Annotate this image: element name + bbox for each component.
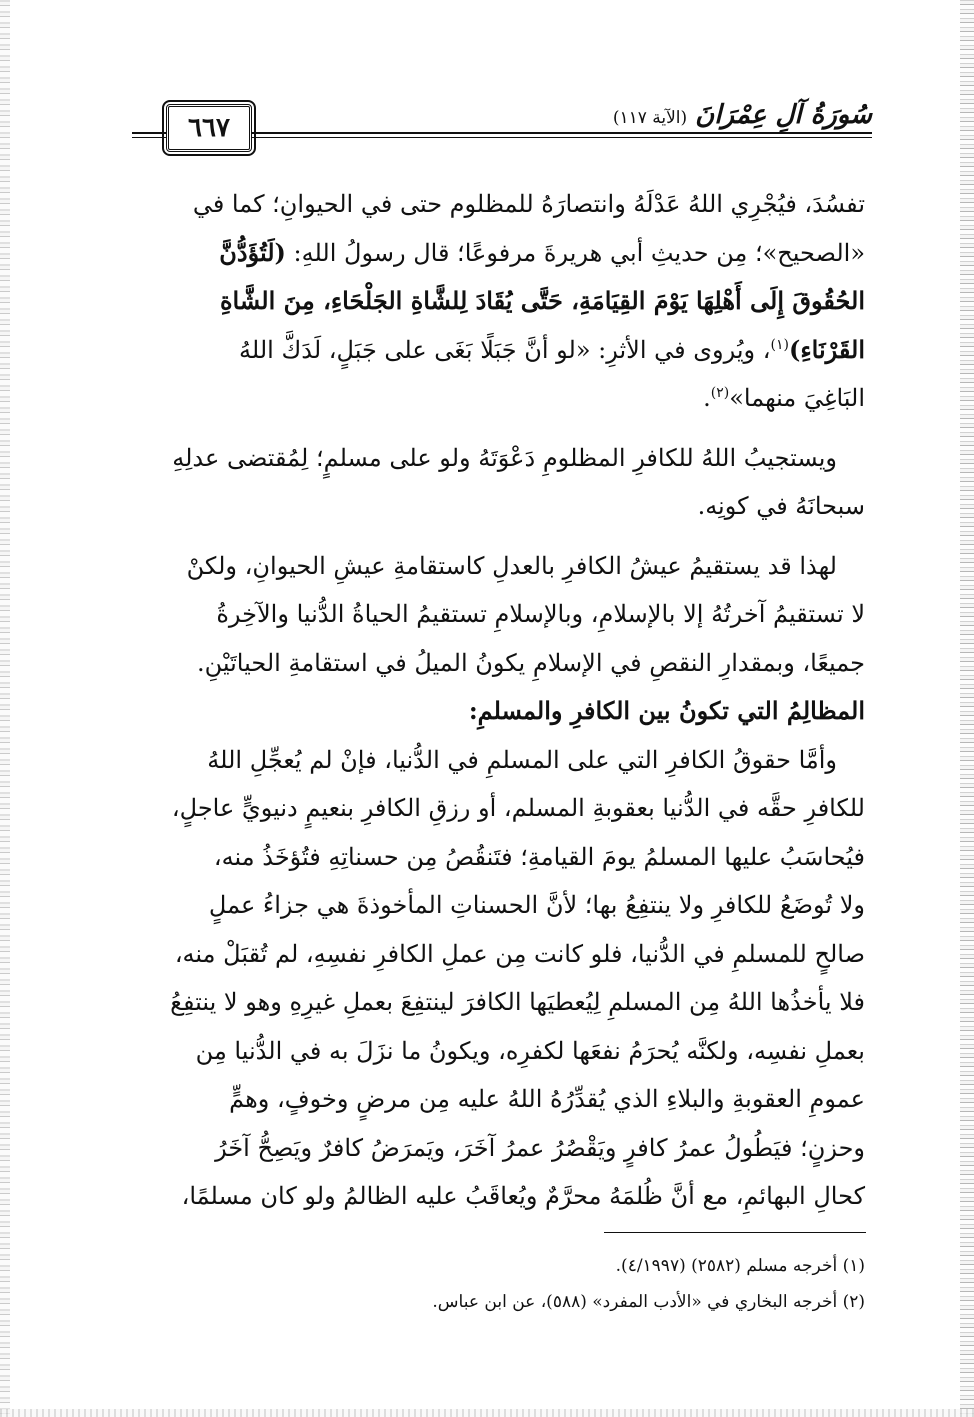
hadith-text-line: الحُقُوقَ إِلَى أَهْلِهَا يَوْمَ القِيَامَةِ، حَتَّى يُقَادَ لِلشَّاةِ الجَلْحَاءِ، مِنَ الشَّاةِ xyxy=(219,286,865,315)
footnotes xyxy=(120,1248,865,1320)
footnote-ref: (٢) xyxy=(710,385,730,401)
text-line: عمومِ العقوبةِ والبلاءِ الذي يُقدِّرُهُ اللهُ عليه مِن مرضٍ وخوفٍ، وهمٍّ xyxy=(229,1085,865,1113)
text-line: جميعًا، وبمقدارِ النقصِ في الإسلامِ يكونُ الميلُ في استقامةِ الحياتَيْنِ. xyxy=(196,648,865,677)
text-line: لهذا قد يستقيمُ عيشُ الكافرِ بالعدلِ كاستقامةِ عيشِ الحيوانِ، ولكنْ xyxy=(186,551,837,580)
text-line: كحالِ البهائمِ، مع أنَّ ظُلمَهُ محرَّمٌ ويُعاقَبُ عليه الظالمُ ولو كان مسلمًا، xyxy=(181,1182,865,1210)
running-title xyxy=(605,100,872,130)
scan-edge-right xyxy=(960,0,974,1417)
page-number: ٦٦٧ xyxy=(188,113,230,143)
text-line: فيُحاسَبُ عليها المسلمُ يومَ القيامةِ؛ فتَنقُصُ مِن حسناتِهِ فتُؤخَذُ منه، xyxy=(213,842,865,871)
page-number-box xyxy=(166,104,252,152)
main-text xyxy=(120,180,865,1221)
page-header xyxy=(132,96,872,154)
footnote-ref: (١) xyxy=(770,336,789,353)
text-line: البَاغِيَ منهما»$^{(٢)}$. xyxy=(703,384,865,412)
text-line: ولا تُوضَعُ للكافرِ ولا ينتفِعُ بها؛ لأنَّ الحسناتِ المأخوذةَ هي جزاءُ عملٍ xyxy=(208,891,865,919)
text-line: فلا يأخذُها اللهُ مِن المسلمِ لِيُعطيَها الكافرَ لينتفِعَ بعملِ غيرِهِ وهو لا ينتفِعُ xyxy=(170,988,865,1016)
text-line: «الصحيح»؛ مِن حديثِ أبي هريرةَ مرفوعًا؛ قال رسولُ اللهِ: (لَتُؤَدُّنَّ xyxy=(219,237,865,267)
text-line: صالحٍ للمسلمِ في الدُّنيا، فلو كانت مِن عملِ الكافرِ نفسِهِ، لم تُقبَلْ منه، xyxy=(174,939,865,968)
scan-edge-left xyxy=(0,0,10,1417)
text-line: وأمَّا حقوقُ الكافرِ التي على المسلمِ في الدُّنيا، فإنْ لم يُعجِّلِ اللهُ xyxy=(207,745,837,774)
text-line: للكافرِ حقَّه في الدُّنيا بعقوبةِ المسلم، أو رزقِ الكافرِ بنعيمٍ دنيويٍّ عاجلٍ، xyxy=(171,794,865,822)
verse-reference: (الآية ١١٧) xyxy=(612,108,688,128)
hadith-text: القَرْنَاءِ) xyxy=(789,334,865,364)
surah-name: سُورَةُ آلِ عِمْرَانَ xyxy=(695,100,872,130)
text-line: تفسُدَ، فيُجْرِي اللهُ عَدْلَهُ وانتصارَهُ للمظلوم حتى في الحيوانِ؛ كما في xyxy=(192,190,865,218)
text-line: لا تستقيمُ آخرتُهُ إلا بالإسلامِ، وبالإسلامِ تستقيمُ الحياةُ الدُّنيا والآخِرةُ xyxy=(216,600,865,628)
hadith-text: (لَتُؤَدُّنَّ xyxy=(219,237,286,267)
footnote: (١) أخرجه مسلم (٢٥٨٢) (٤/١٩٩٧). xyxy=(615,1256,865,1276)
text-line: القَرْنَاءِ)$^{(١)}$، ويُروى في الأثرِ: «لو أنَّ جَبَلًا بَغَى على جَبَلٍ، لَدَكَّ اللهُ xyxy=(239,334,865,364)
text-line: وحزنٍ؛ فيَطُولُ عمرُ كافرٍ ويَقْصُرُ عمرُ آخَرَ، ويَمرَضُ كافرٌ ويَصِحُّ آخَرُ xyxy=(215,1133,865,1162)
text-line: ويستجيبُ اللهُ للكافرِ المظلومِ دَعْوَتَهُ ولو على مسلمٍ؛ لِمُقتضى عدلِهِ xyxy=(172,443,837,472)
footnote-separator xyxy=(604,1232,866,1233)
footnote: (٢) أخرجه البخاري في «الأدب المفرد» (٥٨٨)، عن ابن عباس. xyxy=(432,1292,865,1312)
scan-edge-bottom xyxy=(0,1409,974,1417)
text-line: سبحانَهُ في كونِه. xyxy=(697,492,865,520)
text-line: بعملِ نفسِه، ولكنَّه يُحرَمُ نفعَها لكفرِه، ويكونُ ما نزَلَ به في الدُّنيا مِن xyxy=(195,1036,865,1065)
section-heading: المظالِمُ التي تكونُ بين الكافرِ والمسلمِ: xyxy=(468,696,865,725)
